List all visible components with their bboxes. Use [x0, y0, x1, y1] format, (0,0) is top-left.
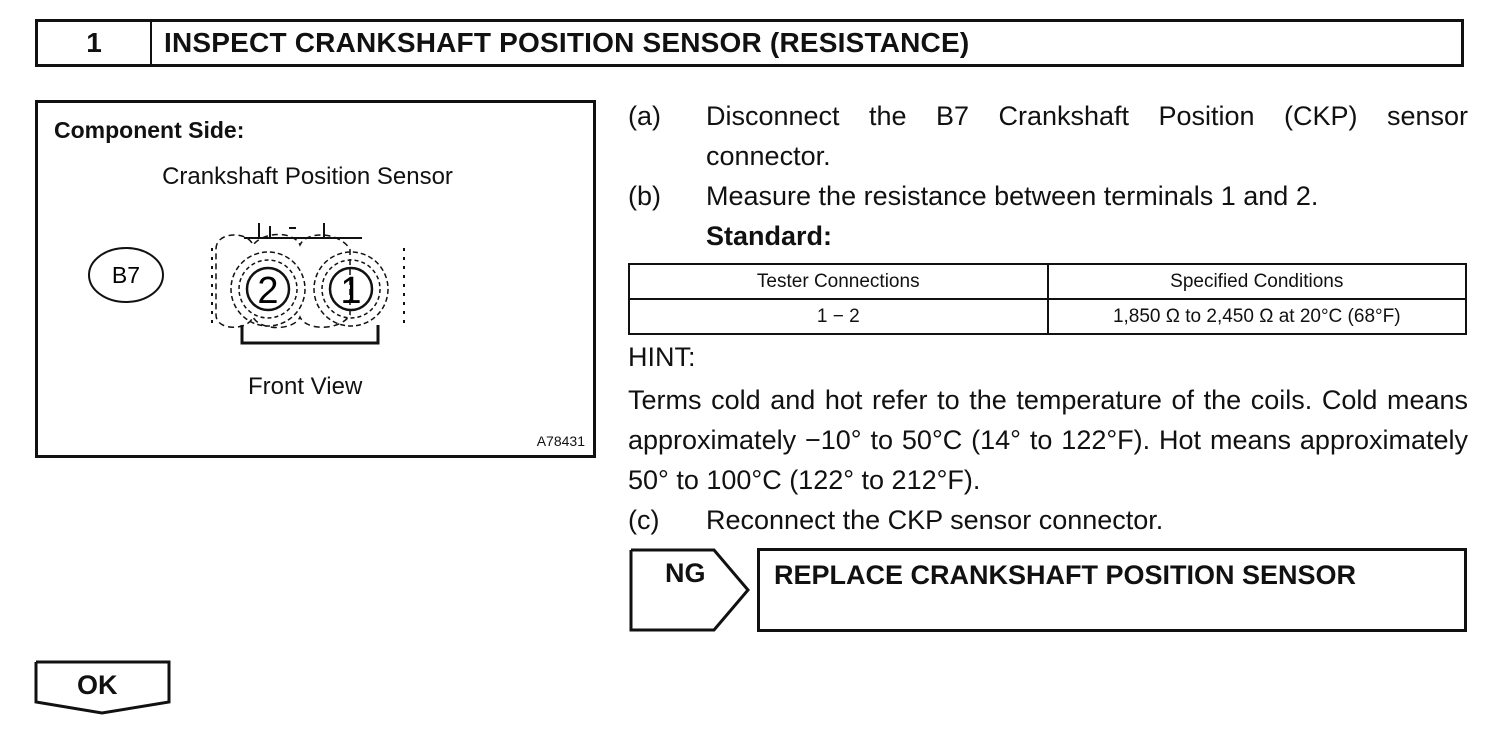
hint-label: HINT:: [628, 342, 696, 372]
connector-label: B7: [111, 262, 141, 288]
figure-code: A78431: [536, 433, 585, 449]
table-header: Specified Conditions: [1048, 264, 1467, 299]
step-b-label: (b): [628, 181, 661, 211]
table-header: Tester Connections: [629, 264, 1048, 299]
figure-caption: Crankshaft Position Sensor: [162, 163, 453, 190]
figure-heading: Component Side:: [54, 117, 245, 143]
hint-text: Terms cold and hot refer to the temperature of the coils. Cold means approximately −10° to 50°C (14° to 122°F). Hot means approximately 50° to 100°C (122° to 212°F).: [628, 385, 1468, 495]
step-header: [35, 19, 1464, 67]
table-cell: 1 − 2: [629, 299, 1048, 334]
step-a-label: (a): [628, 101, 661, 131]
step-c-text: Reconnect the CKP sensor connector.: [706, 505, 1164, 535]
step-title: INSPECT CRANKSHAFT POSITION SENSOR (RESISTANCE): [164, 27, 970, 58]
table-row: [629, 299, 1466, 334]
step-c-label: (c): [628, 505, 660, 535]
ng-label: NG: [665, 558, 706, 588]
step-b-text: Measure the resistance between terminals 1 and 2.: [706, 181, 1319, 211]
ok-label: OK: [77, 670, 118, 700]
step-a-text: Disconnect the B7 Crankshaft Position (CKP) sensor connector.: [706, 101, 1468, 171]
step-number: 1: [38, 22, 152, 64]
terminal-1-label: 1: [340, 270, 362, 312]
table-cell: 1,850 Ω to 2,450 Ω at 20°C (68°F): [1048, 299, 1467, 334]
terminal-2-label: 2: [257, 270, 279, 312]
component-figure: [35, 100, 596, 458]
spec-table: [628, 263, 1467, 335]
connector-diagram: [38, 103, 593, 455]
ng-action-text: REPLACE CRANKSHAFT POSITION SENSOR: [774, 560, 1357, 590]
view-label: Front View: [248, 373, 363, 400]
ng-action-box: [757, 548, 1467, 632]
standard-label: Standard:: [706, 221, 833, 251]
table-header-row: [629, 264, 1466, 299]
